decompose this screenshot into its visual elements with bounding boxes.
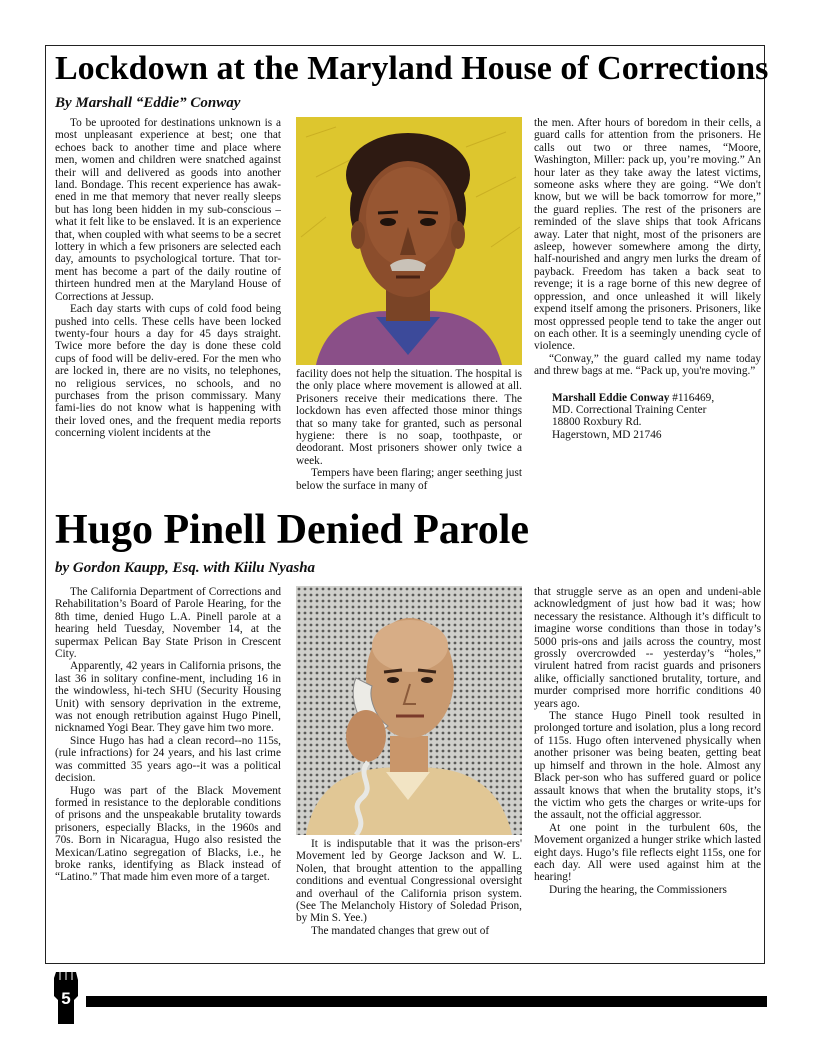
photo-hugo-pinell-on-phone [296,586,522,835]
article1-byline: By Marshall “Eddie” Conway [55,95,241,111]
paragraph: Hugo was part of the Black Movement formed in resistance to the deplorable conditions of prisons and the unspeakable brutality towards prisoners, especially Blacks, in the 1960s and 70s. Born in Nicaragua, Hugo also resisted the Mexican/Latino segregation of Blacks, i.e., he broke ranks, identifying as Black instead of “Latino.” That made him even more of a target. [55,784,281,884]
page-number: 5 [61,989,71,1008]
paragraph: The California Department of Corrections and Rehabilitation’s Board of Parole Hearing, for the 8th time, denied Hugo L.A. Pinell parole at a hearing held Tuesday, November 14, at the supermax Pelican Bay State Prison in Crescent City. [55,586,281,661]
paragraph: Tempers have been flaring; anger seething just below the surface in many of [296,467,522,492]
paragraph: Each day starts with cups of cold food being pushed into cells. These cells have been locked twenty-four hours a day for 45 days straight. Twice more before the day is done these cold cups of food will be deliv-ered. For the men who are locked in, there are no visits, no telephones, no religious services, no schools, and no purchases from the prison commissary. Many fami-lies do not know what is happening with their loved ones, and the frequent media reports concerning violent incidents at the [55,303,281,440]
paragraph: “Conway,” the guard called my name today and threw bags at me. “Pack up, you're moving.” [534,352,761,378]
footer-rule [86,996,767,1007]
inmate-number: #116469, [669,391,715,404]
paragraph: It is indisputable that it was the prison-ers' Movement led by George Jackson and W. L. Nolen, that brought attention to the appalling conditions and eventual Congressional oversight and overhaul of the California prison system. (See The Melancholy History of Soledad Prison, by Min S. Yee.) [296,838,522,925]
paragraph: At one point in the turbulent 60s, the Movement organized a hunger strike which lasted eight days. Hugo’s file reflects eight 115s, one for each day. All were used against him at the hearing! [534,821,761,884]
article1-column-2 [296,368,522,505]
paragraph: facility does not help the situation. The hospital is the only place where movement is allowed at all. Prisoners receive their medications there. The lockdown has even affected those minor things that so many take for granted, such as personal hygiene: there is no soap, toothpaste, or deodorant. Most prisoners shower only twice a week. [296,368,522,467]
article1-column-1 [55,117,281,505]
article1-title: Lockdown at the Maryland House of Corrections [55,50,769,87]
paragraph: Apparently, 42 years in California prisons, the last 36 in solitary confine-ment, including 16 in the windowless, hi-tech SHU (Security Housing Unit) with sensory deprivation in the extreme, was not enough retribution against Hugo Pinell, nicknamed Yogi Bear. They gave him two more. [55,660,281,735]
article2-column-1 [55,586,281,961]
paragraph: Since Hugo has had a clean record--no 115s, (rule infractions) for 24 years, and his last crime was committed 35 years ago--it was a political decision. [55,734,281,785]
article2-column-3 [534,586,761,961]
paragraph: The stance Hugo Pinell took resulted in prolonged torture and isolation, plus a long record of 115s. Hugo often intervened physically when another prisoner was being beaten, getting beat up himself and thrown in the hole. Almost any Black per-son who has suffered guard or police assault knows that when the brutality stops, it’s the victim who gets the charges or write-ups for the assault, not the official aggressor. [534,710,761,822]
paragraph: that struggle serve as an open and undeni-able acknowledgment of just how bad it was; how necessary the resistance. Although it’s difficult to imagine worse conditions than those in today’s 5000 pris-ons and jails across the country, most grossly overcrowded -- yesterday’s “holes,” virulent hatred from racist guards and prisoners alike, officially sanctioned brutality, torture, and murder comprised more horrific conditions 40 years ago. [534,586,761,710]
paragraph: The mandated changes that grew out of [311,924,490,937]
article2-column-2 [296,838,522,961]
paragraph: During the hearing, the Commissioners [549,883,727,896]
article1-column-3 [534,117,761,505]
article2-byline: by Gordon Kaupp, Esq. with Kiilu Nyasha [55,560,316,576]
author-address [534,392,761,442]
author-name: Marshall Eddie Conway [552,391,670,404]
portrait-drawing-conway [296,117,522,365]
address-line: Hagerstown, MD 21746 [552,428,662,441]
address-line: MD. Correctional Training Center [552,403,707,416]
paragraph: To be uprooted for destinations unknown is a most unpleasant experience at best; one that echoes back to another time and place where men, women and children were snatched against their will and delivered as goods into another land. Bondage. This recent experience has awak-ened in me that memory that never really sleeps but has long been hidden in my sub-conscious – what it felt like to be enslaved. It is an experience that, when coupled with what seems to be a secret lottery in which a few prisoners are selected each day, amounts to psychological torture. That tor-ment has become a part of the daily routine of thirteen hundred men at the Maryland House of Corrections at Jessup. [55,117,281,303]
address-line: 18800 Roxbury Rd. [552,416,642,429]
article2-title: Hugo Pinell Denied Parole [55,507,530,553]
paragraph: the men. After hours of boredom in their cells, a guard calls for attention from the prisoners. He calls out two or three names, “Moore, Washington, Miller: pack up, you’re moving.” An hour later as they take away the latest victims, someone asks where they are going. “We don't know, but we will be back tomorrow for more,” the guard replies. The rest of the prisoners are reminded of the slave ships that took Africans away. Later that night, most of the prisoners are asleep, however somewhere among the dirty, half-nourished and angry men lurks the dream of payback. Freedom has taken a back seat to revenge; it is a rage borne of this new degree of oppression, and once unleashed it will likely expend itself among the prisoners. Prisoners, like most oppressed people tend to take the anger out on each other. It is a seemingly unending cycle of violence. [534,117,761,353]
